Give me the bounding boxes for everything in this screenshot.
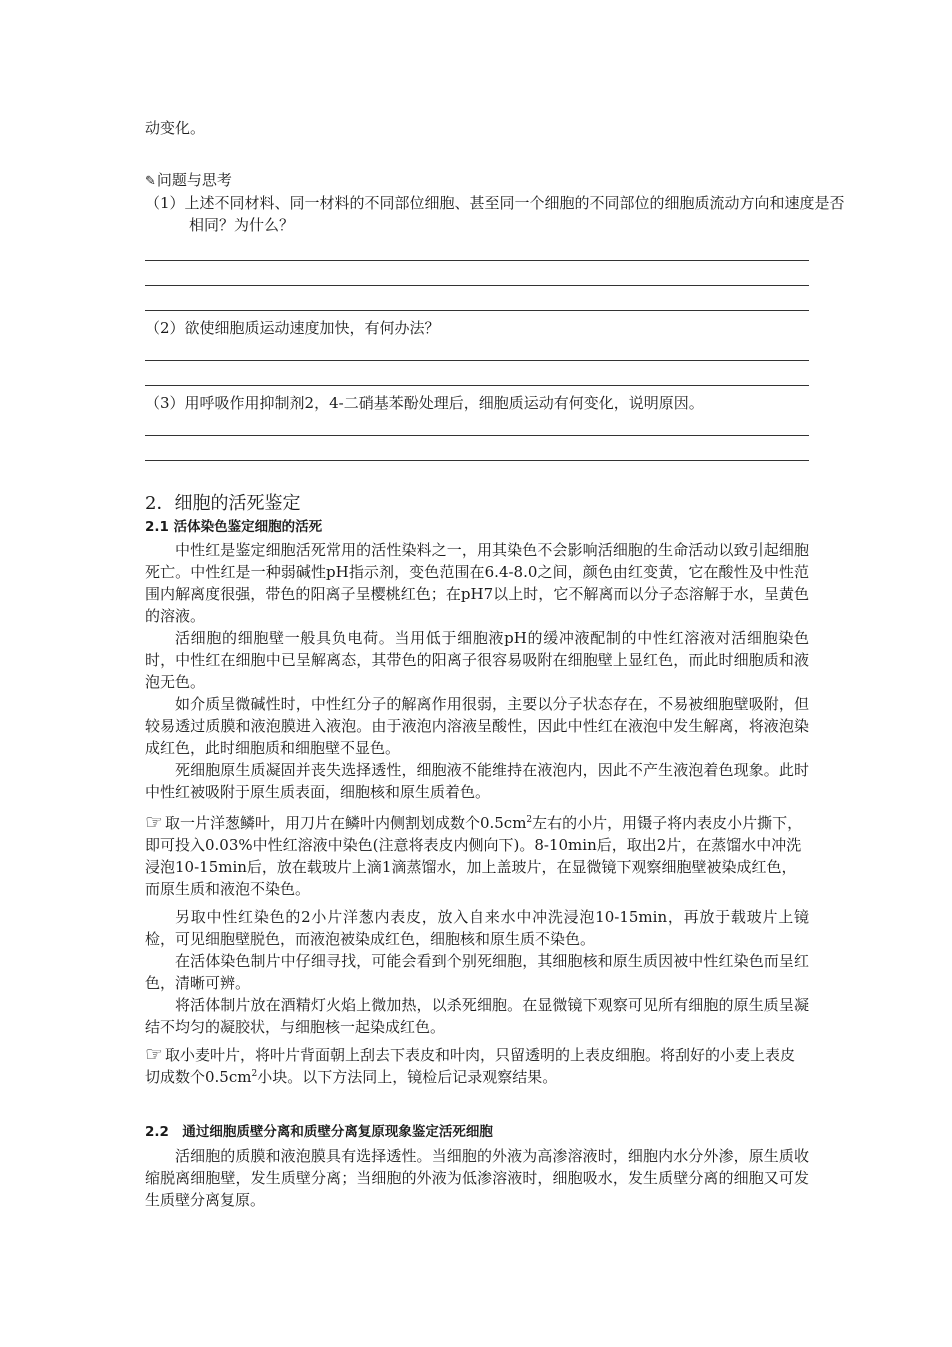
paragraph: 死细胞原生质凝固并丧失选择透性，细胞液不能维持在液泡内，因此不产生液泡着色现象。此时中性红被吸附于原生质表面，细胞核和原生质着色。	[145, 761, 809, 801]
pointing-hand-icon: ☞	[145, 810, 163, 834]
pencil-icon: ✎	[145, 174, 156, 189]
pointing-hand-icon: ☞	[145, 1042, 163, 1066]
answer-line	[145, 435, 809, 436]
paragraph: 将活体制片放在酒精灯火焰上微加热，以杀死细胞。在显微镜下观察可见所有细胞的原生质呈凝结不均匀的凝胶状，与细胞核一起染成红色。	[145, 996, 809, 1036]
paragraph: 在活体染色制片中仔细寻找，可能会看到个别死细胞，其细胞核和原生质因被中性红染色而呈红色，清晰可辨。	[145, 952, 809, 992]
questions-title: 问题与思考	[156, 171, 232, 189]
answer-line	[145, 260, 809, 261]
question-3: （3）用呼吸作用抑制剂2，4-二硝基苯酚处理后，细胞质运动有何变化，说明原因。	[145, 394, 704, 412]
step-text: 取一片洋葱鳞叶，用刀片在鳞叶内侧割划成数个0.5cm	[164, 814, 527, 832]
answer-line	[145, 285, 809, 286]
paragraph: 活细胞的质膜和液泡膜具有选择透性。当细胞的外液为高渗溶液时，细胞内水分外渗，原生质收缩脱离细胞壁，发生质壁分离；当细胞的外液为低渗溶液时，细胞吸水，发生质壁分离的细胞又可发生质壁分离复原。	[145, 1147, 809, 1209]
step-text: 小块。以下方法同上，镜检后记录观察结果。	[257, 1068, 558, 1086]
subsection-title: 2.1 活体染色鉴定细胞的活死	[145, 519, 323, 535]
section-title: 2．细胞的活死鉴定	[145, 493, 301, 514]
procedure-step	[145, 1044, 809, 1088]
paragraph: 活细胞的细胞壁一般具负电荷。当用低于细胞液pH的缓冲液配制的中性红溶液对活细胞染色时，中性红在细胞中已呈解离态，其带色的阳离子很容易吸附在细胞壁上显红色，而此时细胞质和液泡无色。	[145, 629, 809, 691]
questions-heading	[145, 169, 809, 193]
question-1: （1）上述不同材料、同一材料的不同部位细胞、甚至同一个细胞的不同部位的细胞质流动方向和速度是否相同？为什么？	[145, 194, 845, 234]
paragraph: 另取中性红染色的2小片洋葱内表皮，放入自来水中冲洗浸泡10-15min，再放于载玻片上镜检，可见细胞壁脱色，而液泡被染成红色，细胞核和原生质不染色。	[145, 908, 809, 948]
paragraph: 中性红是鉴定细胞活死常用的活性染料之一，用其染色不会影响活细胞的生命活动以致引起细胞死亡。中性红是一种弱碱性pH指示剂，变色范围在6.4-8.0之间，颜色由红变黄，它在酸性及中性范围内解离度很强，带色的阳离子呈樱桃红色；在pH7以上时，它不解离而以分子态溶解于水，呈黄色的溶液。	[145, 541, 809, 625]
question-2: （2）欲使细胞质运动速度加快，有何办法？	[145, 319, 440, 337]
answer-line	[145, 360, 809, 361]
continuation-line: 动变化。	[145, 119, 206, 137]
superscript: 2	[526, 815, 533, 825]
answer-line	[145, 460, 809, 461]
step-text: 取小麦叶片，将叶片背面朝上刮去下表皮和叶肉，只留透明的上表皮细胞。将刮好的小麦上表皮切成数个0.5cm	[145, 1046, 795, 1086]
answer-line	[145, 310, 809, 311]
step-text: 左右的小片，用镊子将内表皮小片撕下，即可投入0.03%中性红溶液中染色(注意将表皮内侧向下)。8-10min后，取出2片，在蒸馏水中冲洗浸泡10-15min后，放在载玻片上滴1滴蒸馏水，加上盖玻片，在显微镜下观察细胞壁被染成红色，而原生质和液泡不染色。	[145, 814, 803, 898]
paragraph: 如介质呈微碱性时，中性红分子的解离作用很弱，主要以分子状态存在，不易被细胞壁吸附，但较易透过质膜和液泡膜进入液泡。由于液泡内溶液呈酸性，因此中性红在液泡中发生解离，将液泡染成红色，此时细胞质和细胞壁不显色。	[145, 695, 809, 757]
subsection-title: 2.2 通过细胞质壁分离和质壁分离复原现象鉴定活死细胞	[145, 1124, 493, 1140]
superscript: 2	[251, 1069, 258, 1079]
procedure-step	[145, 812, 809, 900]
answer-line	[145, 385, 809, 386]
